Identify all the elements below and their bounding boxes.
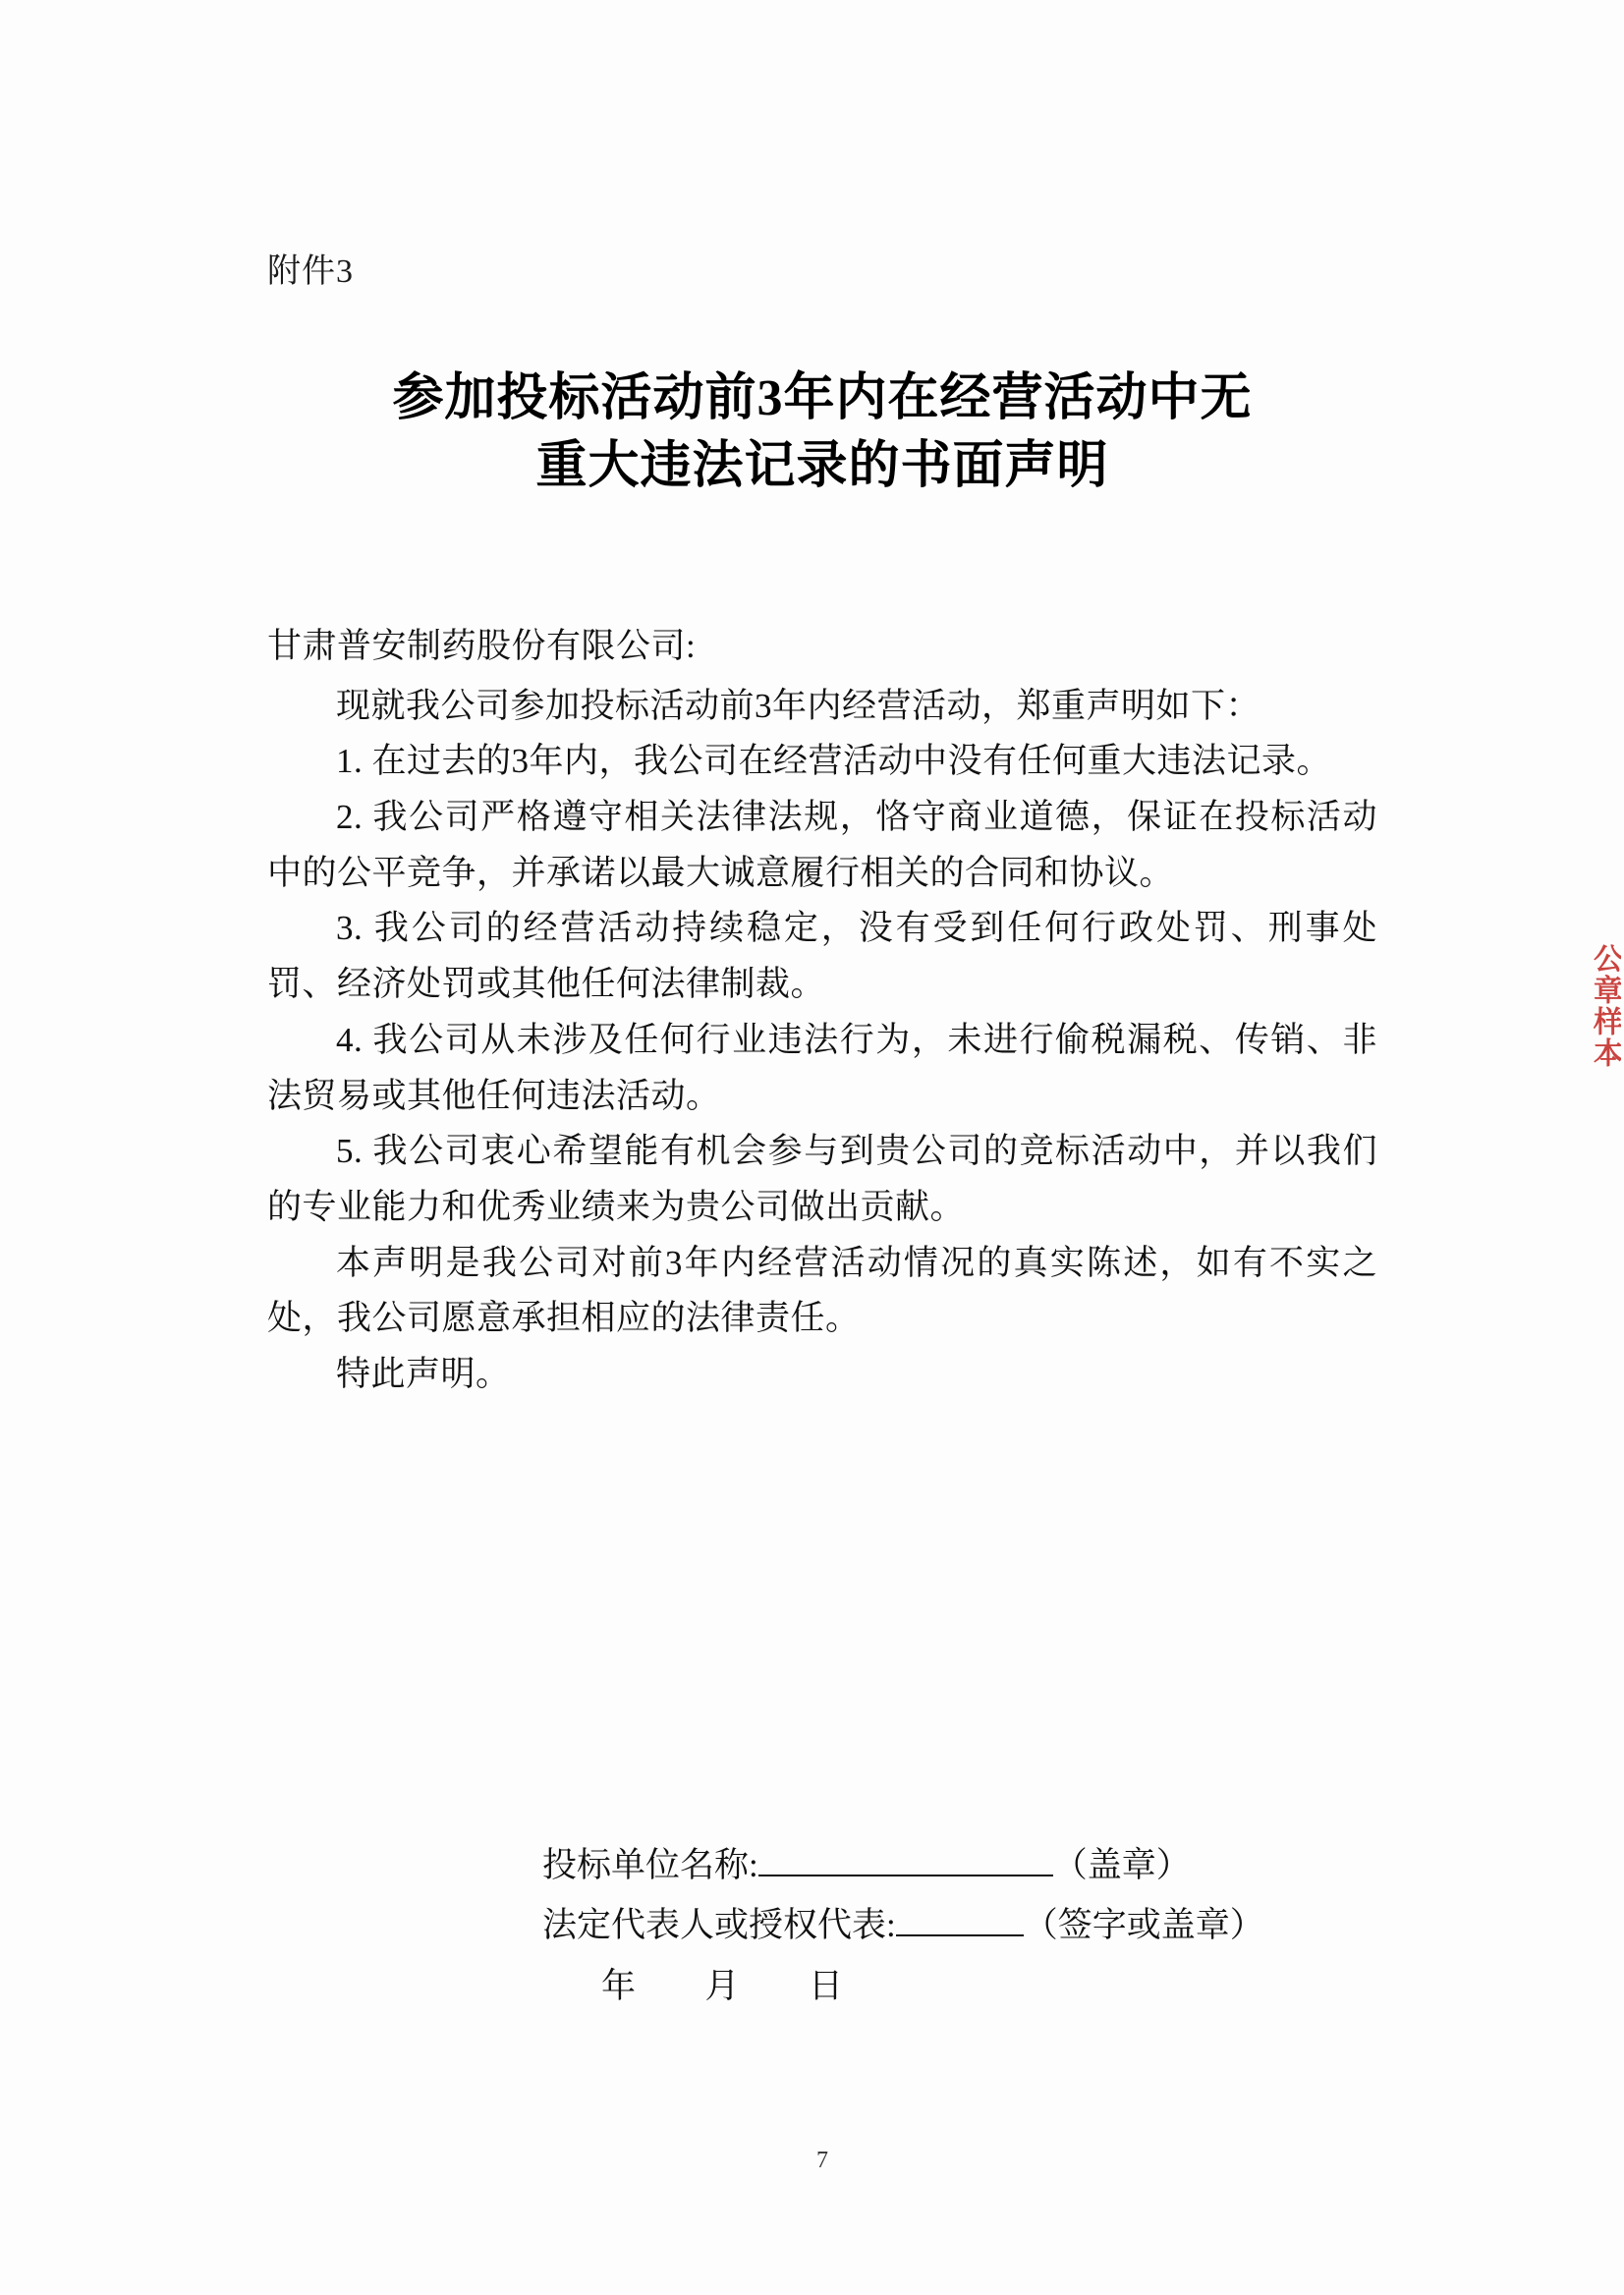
body-paragraph: 本声明是我公司对前3年内经营活动情况的真实陈述，如有不实之处，我公司愿意承担相应的法律责任。 xyxy=(267,1243,1377,1338)
body-paragraph: 3. 我公司的经营活动持续稳定，没有受到任何行政处罚、刑事处罚、经济处罚或其他任何法律制裁。 xyxy=(267,909,1377,1004)
body-paragraph: 2. 我公司严格遵守相关法律法规，恪守商业道德，保证在投标活动中的公平竞争，并承诺以最大诚意履行相关的合同和协议。 xyxy=(267,798,1377,892)
page-title-line-1: 参加投标活动前3年内在经营活动中无 xyxy=(392,370,1253,426)
bidder-seal-note: （盖章） xyxy=(1052,1846,1191,1884)
date-day-label: 日 xyxy=(809,1966,844,2005)
body-paragraph: 5. 我公司衷心希望能有机会参与到贵公司的竞标活动中，并以我们的专业能力和优秀业绩来为贵公司做出贡献。 xyxy=(267,1132,1377,1226)
signature-block xyxy=(267,1835,1377,2016)
bidder-name-blank[interactable] xyxy=(758,1875,1053,1876)
document-body xyxy=(267,619,1377,1403)
page-title-line-2: 重大违法记录的书面声明 xyxy=(535,437,1109,494)
bidder-name-line xyxy=(267,1835,1377,1895)
attachment-label: 附件3 xyxy=(267,253,354,290)
page-number: 7 xyxy=(816,2148,828,2173)
page-title xyxy=(267,365,1377,500)
date-month-label: 月 xyxy=(704,1966,741,2005)
body-paragraph: 现就我公司参加投标活动前3年内经营活动，郑重声明如下： xyxy=(336,686,1261,725)
body-paragraph: 4. 我公司从未涉及任何行业违法行为，未进行偷税漏税、传销、非法贸易或其他任何违法活动。 xyxy=(267,1020,1377,1115)
addressee-line: 甘肃普安制药股份有限公司: xyxy=(267,627,697,665)
representative-label: 法定代表人或授权代表: xyxy=(542,1906,896,1945)
date-line xyxy=(267,1956,1377,2016)
representative-blank[interactable] xyxy=(896,1934,1024,1936)
representative-note: （签字或盖章） xyxy=(1023,1906,1264,1945)
representative-line xyxy=(267,1895,1377,1955)
red-seal-stamp: 公章样本 xyxy=(1589,943,1621,1069)
document-content xyxy=(267,0,1377,2295)
date-year-label: 年 xyxy=(601,1966,637,2005)
bidder-name-label: 投标单位名称: xyxy=(542,1846,758,1884)
body-paragraph: 特此声明。 xyxy=(336,1354,511,1393)
body-paragraph: 1. 在过去的3年内，我公司在经营活动中没有任何重大违法记录。 xyxy=(336,742,1332,781)
